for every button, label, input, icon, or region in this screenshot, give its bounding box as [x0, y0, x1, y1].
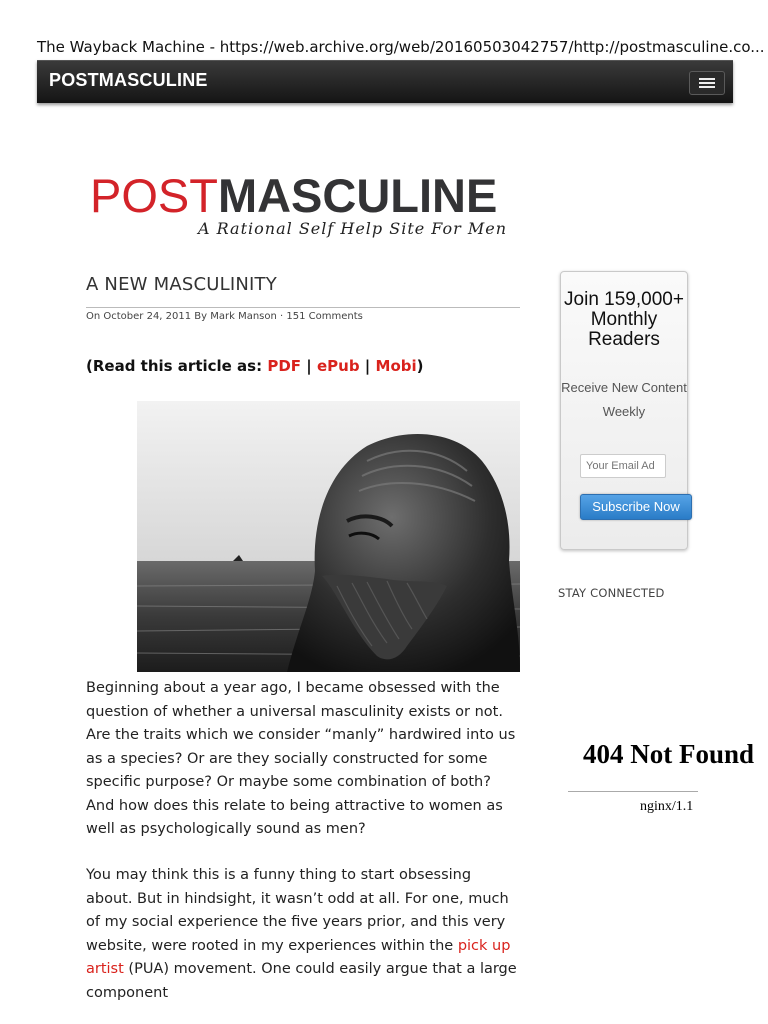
logo-masculine: MASCULINE [217, 169, 498, 222]
pdf-link[interactable]: PDF [267, 357, 302, 375]
read-as-separator: | [359, 357, 376, 375]
epub-link[interactable]: ePub [316, 357, 360, 375]
embedded-error-frame [568, 735, 755, 825]
error-server: nginx/1.1 [640, 799, 694, 814]
subscribe-headline: Join 159,000+ Monthly Readers [564, 289, 684, 350]
mobi-link[interactable]: Mobi [375, 357, 417, 375]
title-divider [86, 307, 520, 308]
pick-up-artist-link[interactable]: pick up artist [86, 937, 511, 977]
logo-post: POST [90, 169, 218, 222]
read-as-prefix: (Read this article as: [86, 357, 268, 375]
site-logo[interactable] [90, 169, 680, 222]
read-as-separator: | [301, 357, 317, 375]
article-hero-image [137, 401, 520, 672]
subscribe-subtext: Receive New Content Weekly [561, 380, 687, 419]
brand-link[interactable]: POSTMASCULINE [49, 70, 208, 90]
statue-photo [137, 401, 520, 672]
window-title: The Wayback Machine - https://web.archive.org/web/20160503042757/http://postmasculine.co... [37, 38, 765, 56]
email-field[interactable] [580, 454, 666, 478]
error-title: 404 Not Found [583, 739, 755, 769]
article-meta: On October 24, 2011 By Mark Manson · 151 Comments [86, 311, 363, 322]
paragraph-text: You may think this is a funny thing to start obsessing about. But in hindsight, it wasn’t odd at all. For one, much of my social experience the five years prior, and this very website, were rooted in my experiences within the [86, 867, 509, 954]
site-tagline: A Rational Self Help Site For Men [198, 219, 508, 238]
article-paragraph: Beginning about a year ago, I became obsessed with the question of whether a universal masculinity exists or not. Are the traits which we consider “manly” hardwired into us as a species? Or are they socially constructed for some specific purpose? Or maybe some combination of both? And how does this relate to being attractive to women as well as psychologically sound as men? [86, 680, 516, 837]
stay-connected-heading: STAY CONNECTED [558, 586, 665, 600]
hamburger-menu-icon[interactable] [689, 71, 725, 95]
error-divider [568, 791, 698, 792]
subscribe-button[interactable]: Subscribe Now [580, 494, 692, 520]
paragraph-text: (PUA) movement. One could easily argue that a large component [86, 961, 517, 1001]
read-as-line [86, 357, 424, 375]
article-paragraph [86, 864, 520, 1005]
article-title[interactable]: A NEW MASCULINITY [86, 274, 277, 295]
subscribe-widget [560, 271, 688, 550]
top-navbar [37, 60, 733, 103]
read-as-suffix: ) [416, 357, 424, 375]
